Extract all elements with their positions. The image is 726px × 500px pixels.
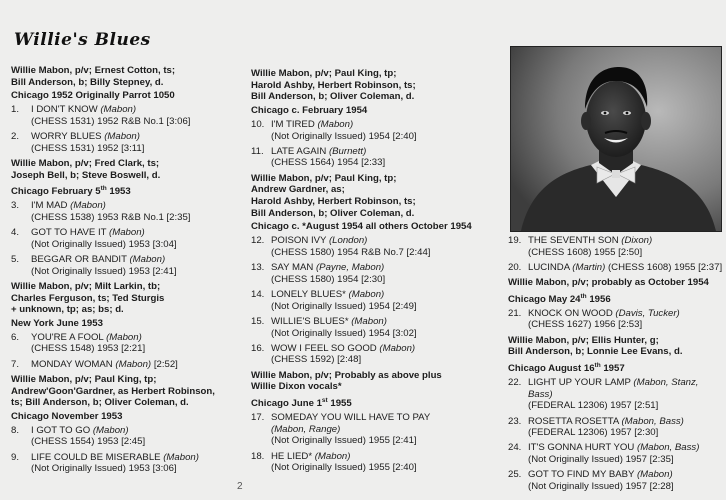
track-number: 6. xyxy=(11,331,20,343)
column-3 xyxy=(508,235,724,496)
session-info: Chicago c. February 1954 xyxy=(251,105,368,117)
track-number: 12. xyxy=(251,235,265,247)
track-number: 19. xyxy=(508,235,522,246)
lineup-line: Willie Mabon, p/v; Ellis Hunter, g; xyxy=(508,334,659,346)
track-number: 22. xyxy=(508,376,522,388)
session-info: Chicago June 1st 1955 xyxy=(251,397,352,410)
session-group xyxy=(11,65,243,102)
track-item xyxy=(508,308,724,331)
track-composer: (Mabon, Bass) xyxy=(621,415,684,427)
track-number: 23. xyxy=(508,415,522,427)
track-title: LATE AGAIN xyxy=(271,145,327,157)
lineup-line: + unknown, tp; as; bs; d. xyxy=(11,304,124,316)
track-detail: (CHESS 1592) [2:48] xyxy=(271,354,362,366)
track-detail: (FEDERAL 12306) 1957 [2:30] xyxy=(528,427,659,439)
track-item xyxy=(251,412,496,447)
lineup-line: Bill Anderson, b; Oliver Coleman, d. xyxy=(251,91,415,103)
lineup-line: Willie Mabon, p/v; Paul King, tp; xyxy=(251,172,397,184)
track-item xyxy=(11,131,243,154)
session-group xyxy=(11,281,243,330)
track-item xyxy=(11,200,243,223)
track-detail: (FEDERAL 12306) 1957 [2:51] xyxy=(528,400,659,412)
track-detail: [2:52] xyxy=(153,358,178,370)
track-title: LIFE COULD BE MISERABLE xyxy=(31,451,161,463)
track-item xyxy=(11,227,243,250)
lineup-line: Willie Mabon, p/v; Probably as above plus xyxy=(251,369,442,381)
track-item xyxy=(11,104,243,127)
track-composer: (Mabon) xyxy=(106,331,142,343)
track-composer: (Mabon, Range) xyxy=(271,423,341,435)
lineup-line: Harold Ashby, Herbert Robinson, ts; xyxy=(251,79,416,91)
session-info: Chicago November 1953 xyxy=(11,410,123,422)
track-title: MONDAY WOMAN xyxy=(31,358,113,370)
track-item xyxy=(251,289,496,312)
track-composer: (Mabon) xyxy=(109,227,145,239)
track-item xyxy=(11,452,243,475)
track-detail: (CHESS 1564) 1954 [2:33] xyxy=(271,157,386,169)
page-number: 2 xyxy=(237,481,243,492)
track-title: WORRY BLUES xyxy=(31,131,102,143)
track-item xyxy=(508,235,724,258)
track-composer: (Mabon) xyxy=(100,104,137,116)
track-title: I'M MAD xyxy=(31,200,68,212)
track-number: 18. xyxy=(251,450,265,462)
track-number: 17. xyxy=(251,411,265,423)
session-info: Chicago c. *August 1954 all others October 1954 xyxy=(251,221,472,233)
lineup-line: Willie Mabon, p/v; Milt Larkin, tb; xyxy=(11,280,161,292)
track-composer: (Mabon) xyxy=(70,200,106,212)
track-number: 11. xyxy=(251,145,264,157)
track-number: 2. xyxy=(11,131,20,143)
track-number: 7. xyxy=(11,358,20,370)
track-detail: (Not Originally Issued) 1953 [3:04] xyxy=(31,238,177,250)
session-info: New York June 1953 xyxy=(11,318,103,330)
track-item xyxy=(251,451,496,474)
track-title: SAY MAN xyxy=(271,262,314,274)
track-item xyxy=(251,343,496,366)
track-number: 21. xyxy=(508,307,522,319)
track-number: 8. xyxy=(11,424,20,436)
track-title: SOMEDAY YOU WILL HAVE TO PAY xyxy=(271,411,431,423)
track-number: 24. xyxy=(508,442,522,454)
track-number: 25. xyxy=(508,469,522,481)
track-title: KNOCK ON WOOD xyxy=(528,307,613,319)
track-detail: (Not Originally Issued) 1953 [2:41] xyxy=(31,265,177,277)
track-number: 20. xyxy=(508,261,522,273)
track-detail: (CHESS 1548) 1953 [2:21] xyxy=(31,343,146,355)
track-title: I DON'T KNOW xyxy=(31,104,98,116)
track-title: IT'S GONNA HURT YOU xyxy=(528,442,635,454)
lineup-line: Charles Ferguson, ts; Ted Sturgis xyxy=(11,292,165,304)
track-composer: (Mabon) xyxy=(314,450,351,462)
track-detail: (Not Originally Issued) 1957 [2:28] xyxy=(528,481,674,493)
track-title: LUCINDA xyxy=(528,261,570,273)
track-item xyxy=(508,377,724,412)
track-number: 10. xyxy=(251,118,265,130)
track-title: ROSETTA ROSETTA xyxy=(528,415,619,427)
track-item xyxy=(251,235,496,258)
track-item xyxy=(508,469,724,492)
track-number: 13. xyxy=(251,262,265,274)
lineup-line: ts; Bill Anderson, b; Oliver Coleman, d. xyxy=(11,397,189,409)
track-title: THE SEVENTH SON xyxy=(528,235,619,246)
track-item xyxy=(251,146,496,169)
track-composer: (Mabon) xyxy=(351,315,387,327)
column-2 xyxy=(251,68,496,477)
track-item xyxy=(11,332,243,355)
session-group xyxy=(251,173,496,234)
track-title: LONELY BLUES* xyxy=(271,288,346,300)
track-number: 14. xyxy=(251,288,265,300)
lineup-line: Joseph Bell, b; Steve Boswell, d. xyxy=(11,169,161,181)
track-composer: (Martin) xyxy=(572,261,606,273)
track-detail: (CHESS 1608) 1955 [2:50] xyxy=(528,246,643,258)
track-item xyxy=(11,254,243,277)
artist-photo xyxy=(510,46,722,232)
page-title: Willie's Blues xyxy=(14,30,151,50)
track-title: HE LIED* xyxy=(271,450,313,462)
track-detail: (CHESS 1531) 1952 R&B No.1 [3:06] xyxy=(31,115,191,127)
track-title: I GOT TO GO xyxy=(31,424,91,436)
track-detail: (CHESS 1627) 1956 [2:53] xyxy=(528,319,643,331)
track-detail: (CHESS 1580) 1954 [2:30] xyxy=(271,273,386,285)
track-title: I'M TIRED xyxy=(271,118,315,130)
lineup-line: Harold Ashby, Herbert Robinson, ts; xyxy=(251,196,416,208)
track-item xyxy=(508,416,724,439)
track-item xyxy=(11,425,243,448)
lineup-line: Willie Mabon, p/v; Fred Clark, ts; xyxy=(11,157,160,169)
track-detail: (Not Originally Issued) 1953 [3:06] xyxy=(31,463,177,475)
lineup-line: Andrew Gardner, as; xyxy=(251,184,345,196)
track-detail: (CHESS 1531) 1952 [3:11] xyxy=(31,142,145,154)
track-detail: (Not Originally Issued) 1954 [2:40] xyxy=(271,130,417,142)
track-detail: (Not Originally Issued) 1955 [2:40] xyxy=(271,462,417,474)
track-item xyxy=(251,262,496,285)
track-item xyxy=(508,262,724,274)
track-composer: (Mabon) xyxy=(379,342,416,354)
track-title: YOU'RE A FOOL xyxy=(31,331,104,343)
session-group xyxy=(508,277,724,306)
track-composer: (Mabon) xyxy=(104,131,140,143)
session-info: Chicago May 24th 1956 xyxy=(508,292,611,305)
lineup-line: Bill Anderson, b; Billy Stepney, d. xyxy=(11,76,164,88)
track-detail: (CHESS 1608) 1955 [2:37] xyxy=(607,261,723,273)
session-group xyxy=(251,370,496,410)
session-info: Chicago August 16th 1957 xyxy=(508,362,625,375)
track-number: 16. xyxy=(251,342,265,354)
session-group xyxy=(508,335,724,375)
track-detail: (Not Originally Issued) 1954 [3:02] xyxy=(271,327,417,339)
track-number: 4. xyxy=(11,227,20,239)
track-composer: (Mabon) xyxy=(92,424,129,436)
track-number: 5. xyxy=(11,254,20,266)
lineup-line: Willie Mabon, p/v; Ernest Cotton, ts; xyxy=(11,65,176,76)
track-number: 9. xyxy=(11,451,20,463)
track-composer: (Mabon) xyxy=(163,451,199,463)
lineup-line: Willie Mabon, p/v; probably as October 1954 xyxy=(508,277,709,289)
track-item xyxy=(251,316,496,339)
lineup-line: Willie Dixon vocals* xyxy=(251,381,342,393)
track-number: 1. xyxy=(11,104,20,116)
track-title: GOT TO FIND MY BABY xyxy=(528,469,635,481)
lineup-line: Willie Mabon, p/v; Paul King, tp; xyxy=(251,68,397,79)
track-composer: (Mabon) xyxy=(636,469,673,481)
track-number: 15. xyxy=(251,315,265,327)
track-composer: (Mabon, Stanz, Bass) xyxy=(528,376,699,400)
lineup-line: Bill Anderson, b; Oliver Coleman, d. xyxy=(251,207,415,219)
session-info: Chicago 1952 Originally Parrot 1050 xyxy=(11,90,175,102)
session-info: Chicago February 5th 1953 xyxy=(11,185,131,198)
track-composer: (London) xyxy=(328,235,368,247)
track-composer: (Burnett) xyxy=(328,145,367,157)
track-item xyxy=(11,359,243,371)
track-composer: (Mabon) xyxy=(115,358,152,370)
lineup-line: Bill Anderson, b; Lonnie Lee Evans, d. xyxy=(508,346,683,358)
track-title: BEGGAR OR BANDIT xyxy=(31,254,127,266)
session-group xyxy=(11,374,243,423)
track-title: WILLIE'S BLUES* xyxy=(271,315,349,327)
track-detail: (CHESS 1538) 1953 R&B No.1 [2:35] xyxy=(31,211,191,223)
track-detail: (Not Originally Issued) 1957 [2:35] xyxy=(528,454,674,466)
track-title: POISON IVY xyxy=(271,235,327,247)
portrait-illustration xyxy=(511,47,721,231)
track-detail: (CHESS 1554) 1953 [2:45] xyxy=(31,436,146,448)
track-item xyxy=(251,119,496,142)
session-group xyxy=(251,68,496,117)
track-composer: (Mabon, Bass) xyxy=(637,442,700,454)
lineup-line: Willie Mabon, p/v; Paul King, tp; xyxy=(11,373,157,385)
track-composer: (Payne, Mabon) xyxy=(315,262,385,274)
session-group xyxy=(11,158,243,198)
track-detail: (Not Originally Issued) 1955 [2:41] xyxy=(271,435,417,447)
track-composer: (Mabon) xyxy=(348,288,385,300)
track-title: LIGHT UP YOUR LAMP xyxy=(528,376,631,388)
track-detail: (CHESS 1580) 1954 R&B No.7 [2:44] xyxy=(271,246,431,258)
track-item xyxy=(508,442,724,465)
track-detail: (Not Originally Issued) 1954 [2:49] xyxy=(271,300,417,312)
track-title: WOW I FEEL SO GOOD xyxy=(271,342,377,354)
track-composer: (Davis, Tucker) xyxy=(615,307,680,319)
column-1 xyxy=(11,65,243,478)
track-composer: (Dixon) xyxy=(621,235,653,246)
lineup-line: Andrew'Goon'Gardner, as Herbert Robinson, xyxy=(11,385,215,397)
track-composer: (Mabon) xyxy=(317,118,354,130)
track-title: GOT TO HAVE IT xyxy=(31,227,107,239)
track-number: 3. xyxy=(11,200,20,212)
track-composer: (Mabon) xyxy=(129,254,166,266)
